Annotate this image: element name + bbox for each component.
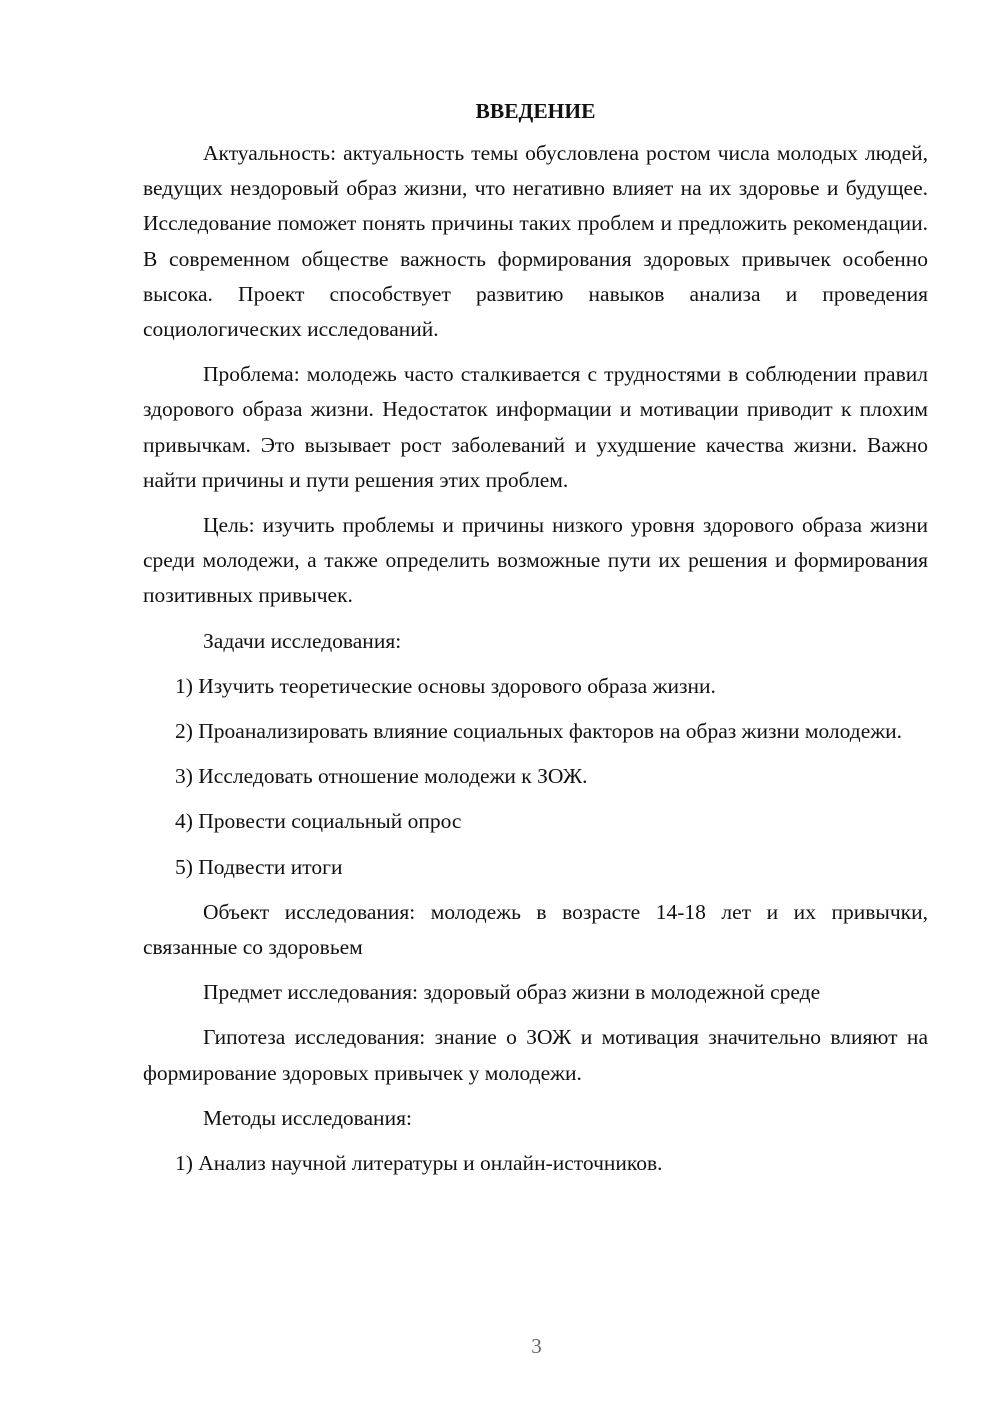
task-item-5: 5) Подвести итоги: [175, 854, 343, 879]
page-heading: ВВЕДЕНИЕ: [475, 99, 596, 123]
goal-paragraph: Цель: изучить проблемы и причины низкого уровня здорового образа жизни среди молодежи, а также определить возможные пути их решения и формирования позитивных привычек.: [143, 513, 928, 608]
problem-paragraph: Проблема: молодежь часто сталкивается с трудностями в соблюдении правил здорового образа жизни. Недостаток информации и мотивации приводит к плохим привычкам. Это вызывает рост заболеваний и ухудшение качества жизни. Важно найти причины и пути решения этих проблем.: [143, 362, 928, 492]
tasks-title: Задачи исследования:: [203, 628, 402, 653]
task-item-1: 1) Изучить теоретические основы здорового образа жизни.: [175, 673, 716, 698]
method-item-1: 1) Анализ научной литературы и онлайн-источников.: [175, 1151, 663, 1176]
relevance-paragraph: Актуальность: актуальность темы обусловлена ростом числа молодых людей, ведущих нездоровый образ жизни, что негативно влияет на их здоровье и будущее. Исследование поможет понять причины таких проблем и предложить рекомендации. В современном обществе важность формирования здоровых привычек особенно высока. Проект способствует развитию навыков анализа и проведения социологических исследований.: [143, 141, 928, 342]
page-content: [143, 96, 928, 1191]
methods-title: Методы исследования:: [203, 1105, 412, 1130]
task-item-3: 3) Исследовать отношение молодежи к ЗОЖ.: [175, 764, 588, 789]
subject-paragraph: Предмет исследования: здоровый образ жизни в молодежной среде: [203, 980, 821, 1005]
task-item-4: 4) Провести социальный опрос: [175, 809, 462, 834]
hypothesis-paragraph: Гипотеза исследования: знание о ЗОЖ и мотивация значительно влияют на формирование здоровых привычек у молодежи.: [143, 1025, 928, 1085]
task-item-2: 2) Проанализировать влияние социальных факторов на образ жизни молодежи.: [175, 719, 903, 744]
object-paragraph: Объект исследования: молодежь в возрасте 14-18 лет и их привычки, связанные со здоровьем: [143, 899, 928, 960]
page-number: 3: [531, 1334, 542, 1358]
